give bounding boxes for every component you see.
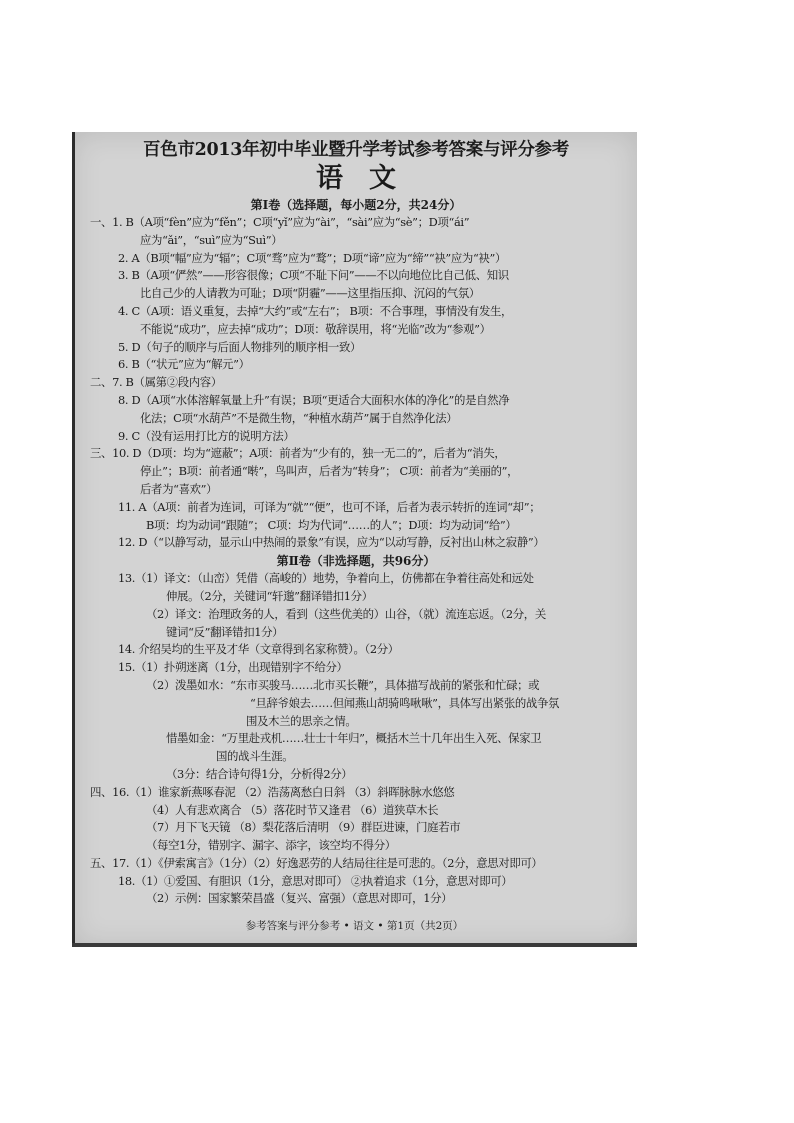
answer-line: 惜墨如金：“万里赴戎机……壮士十年归”，概括木兰十几年出生入死、保家卫 [166, 731, 542, 746]
answer-line: 伸展。（2分，关键词“轩邈”翻译错扣1分） [166, 588, 373, 603]
page-content [82, 134, 630, 908]
answer-line: 8. D（A项“水体溶解氧量上升”有误；B项“更适合大面积水体的净化”的是自然净 [118, 392, 510, 407]
page-title: 百色市2013年初中毕业暨升学考试参考答案与评分参考 [143, 140, 569, 160]
answer-line: 后者为“喜欢”） [140, 481, 218, 496]
answer-line: 三、10. D（D项：均为“遮蔽”；A项：前者为“少有的，独一无二的”，后者为“消失， [90, 446, 506, 461]
answer-line: （4）人有悲欢离合 （5）落花时节又逢君 （6）道狭草木长 [146, 802, 439, 817]
answer-line: 18.（1）①爱国、有胆识（1分，意思对即可） ②执着追求（1分，意思对即可） [118, 873, 513, 888]
answer-line: 13.（1）译文：（山峦）凭借（高峻的）地势，争着向上，仿佛都在争着往高处和远处 [118, 571, 534, 586]
answer-line: 键词“反”翻译错扣1分） [166, 624, 284, 639]
answer-line: 二、7. B（属第②段内容） [90, 375, 222, 390]
answer-line: “旦辞爷娘去……但闻燕山胡骑鸣啾啾”，具体写出紧张的战争氛 [250, 695, 560, 710]
answer-line: 一、1. B（A项“fèn”应为“fěn”；C项“yǐ”应为“ài”，“sài”应为“sè”；D项“ái” [90, 215, 470, 229]
answer-line: 3. B（A项“俨然”——形容很像；C项“不耻下问”——不以向地位比自己低、知识 [118, 268, 509, 283]
answer-line: 11. A（A项：前者为连词，可译为“就”“便”，也可不译，后者为表示转折的连词“却”； [118, 499, 541, 514]
subject-title: 语文 [316, 163, 422, 194]
section-heading-part2: 第Ⅱ卷（非选择题，共96分） [276, 554, 436, 569]
answer-line: 4. C（A项：语义重复，去掉“大约”或“左右”； B项：不合事理，事情没有发生， [118, 303, 513, 318]
answer-line: 6. B（“状元”应为“解元”） [118, 357, 250, 372]
answer-line: （2）泼墨如水：“东市买骏马……北市买长鞭”，具体描写战前的紧张和忙碌；或 [146, 677, 540, 692]
answer-line: 5. D（句子的顺序与后面人物排列的顺序相一致） [118, 339, 362, 354]
answer-line: 比自己少的人请教为可耻；D项“阴霾”——这里指压抑、沉闷的气氛） [140, 286, 480, 301]
answer-line: 14. 介绍吴均的生平及才华（文章得到名家称赞）。（2分） [118, 642, 399, 657]
answer-line: （每空1分，错别字、漏字、添字，该空均不得分） [146, 838, 396, 853]
bottom-border [72, 943, 637, 947]
answer-line: 围及木兰的思亲之情。 [246, 713, 357, 728]
answer-line: B项：均为动词“跟随”； C项：均为代词“……的人”；D项：均为动词“给”） [146, 517, 517, 532]
answer-line: 12. D（“以静写动，显示山中热闹的景象”有误，应为“以动写静，反衬出山林之寂静”） [118, 535, 545, 550]
answer-line: 9. C（没有运用打比方的说明方法） [118, 428, 295, 443]
page-footer: 参考答案与评分参考 • 语文 • 第1页（共2页） [245, 920, 464, 932]
scanned-answer-sheet [72, 132, 637, 947]
answer-line: 五、17.（1）《伊索寓言》（1分）（2）好逸恶劳的人结局往往是可悲的。（2分，意思对即可） [90, 855, 543, 870]
answer-line: 停止”；B项：前者通“啭”，鸟叫声，后者为“转身”； C项：前者为“美丽的”， [140, 464, 519, 479]
section-heading-part1: 第Ⅰ卷（选择题，每小题2分，共24分） [250, 198, 462, 212]
answer-line: 四、16.（1）谁家新燕啄春泥 （2）浩荡离愁白日斜 （3）斜晖脉脉水悠悠 [90, 784, 455, 799]
answer-line: 15.（1）扑朔迷离（1分，出现错别字不给分） [118, 660, 348, 675]
answer-line: 不能说“成功”，应去掉“成功”；D项：敬辞误用，将“光临”改为“参观”） [140, 321, 491, 336]
answer-line: （7）月下飞天镜 （8）梨花落后清明 （9）群臣进谏，门庭若市 [146, 820, 461, 835]
answer-line: 化法；C项“水葫芦”不是微生物，“种植水葫芦”属于自然净化法） [140, 410, 458, 425]
answer-line: 应为“ǎi”，“suì”应为“Suì”） [140, 232, 283, 247]
answer-line: 2. A（B项“幅”应为“辐”；C项“骛”应为“鹜”；D项“谛”应为“缔”“袂”应为“袂”） [118, 250, 506, 265]
answer-line: （3分：结合诗句得1分，分析得2分） [166, 766, 353, 781]
answer-line: 国的战斗生涯。 [216, 749, 294, 764]
answer-line: （2）译文：治理政务的人，看到（这些优美的）山谷，（就）流连忘返。（2分，关 [146, 606, 546, 621]
answer-line: （2）示例：国家繁荣昌盛（复兴、富强）（意思对即可，1分） [146, 891, 453, 906]
